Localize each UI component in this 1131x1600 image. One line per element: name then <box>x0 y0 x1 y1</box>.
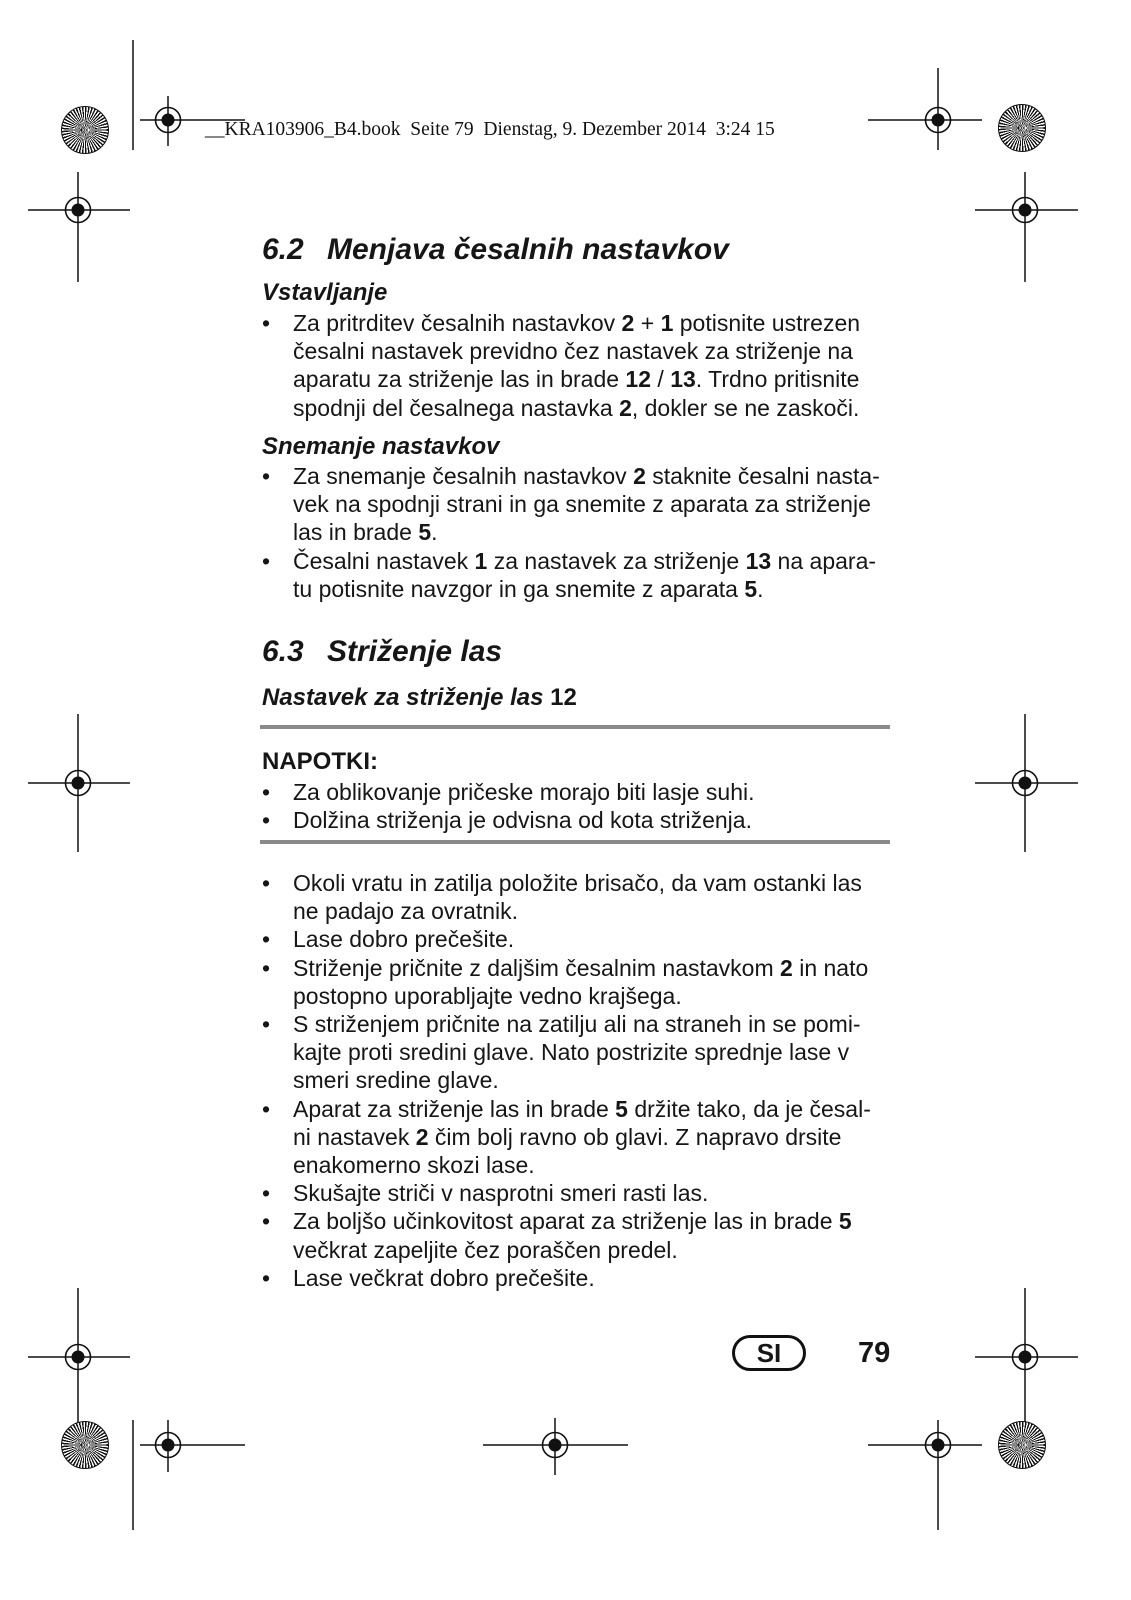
text-line <box>293 1123 902 1151</box>
text-run: S striženjem pričnite na zatilju ali na straneh in se pomi- <box>293 1011 861 1038</box>
bullet-item <box>262 1207 902 1263</box>
text-run: držite tako, da je česal- <box>627 1095 871 1122</box>
text-run: ni nastavek <box>293 1123 416 1150</box>
text-run: . Trdno pritisnite <box>695 366 860 393</box>
text-line <box>293 518 902 546</box>
bullet-item <box>262 1264 902 1292</box>
note-box-top-rule <box>260 725 890 729</box>
text-run: . <box>757 575 764 602</box>
registration-mark <box>66 198 91 223</box>
text-run: las in brade <box>293 519 419 546</box>
text-run: večkrat zapeljite čez poraščen predel. <box>293 1236 678 1263</box>
bold-reference-number: 1 <box>660 310 674 336</box>
notes-list <box>262 778 902 834</box>
text-run: česalni nastavek previdno čez nastavek za striženje na <box>293 338 853 365</box>
subheading-insert: Vstavljanje <box>262 279 388 306</box>
bold-reference-number: 2 <box>780 954 793 981</box>
registration-mark <box>66 1345 91 1370</box>
text-run: ne padajo za ovratnik. <box>293 898 519 925</box>
bold-reference-number: 5 <box>744 575 758 602</box>
text-run: . <box>431 519 438 546</box>
bullet-item <box>262 1095 902 1180</box>
text-line <box>293 547 902 575</box>
text-line <box>293 1010 902 1038</box>
text-run: Dolžina striženja je odvisna od kota striženja. <box>293 807 752 834</box>
bold-reference-number: 2 <box>621 310 635 336</box>
text-line <box>293 394 902 422</box>
bold-reference-number: 2 <box>415 1123 429 1150</box>
bold-reference-number: 5 <box>615 1095 628 1122</box>
text-line <box>293 1095 902 1123</box>
text-line <box>293 365 902 393</box>
bold-reference-number: 12 <box>550 684 577 711</box>
text-line <box>293 337 902 365</box>
text-run: , dokler se ne zaskoči. <box>631 394 860 421</box>
print-slug-line: __KRA103906_B4.book Seite 79 Dienstag, 9. Dezember 2014 3:24 15 <box>205 119 775 140</box>
text-line <box>293 1264 902 1292</box>
subheading-attachment <box>262 684 577 712</box>
text-run: / <box>651 366 671 393</box>
text-line <box>293 806 902 834</box>
text-run: + <box>634 310 661 336</box>
bullet-item <box>262 954 902 1010</box>
text-run: Lase dobro prečešite. <box>293 926 515 953</box>
text-run: Okoli vratu in zatilja položite brisačo, da vam ostanki las <box>293 870 862 896</box>
cutting-steps-list <box>262 869 902 1292</box>
bullet-item <box>262 547 902 603</box>
subheading-remove: Snemanje nastavkov <box>262 433 500 460</box>
insert-instructions-list <box>262 309 902 422</box>
text-run: Nastavek za striženje las <box>262 684 551 711</box>
text-run: vek na spodnji strani in ga snemite z aparata za striženje <box>293 491 871 518</box>
text-run: kajte proti sredini glave. Nato postrizite sprednje lase v <box>293 1039 850 1066</box>
text-run: Česalni nastavek <box>293 547 475 574</box>
text-run: na apara- <box>771 547 877 574</box>
text-run: tu potisnite navzgor in ga snemite z aparata <box>293 575 745 602</box>
color-bar-sunburst <box>998 104 1046 152</box>
section-number: 6.2 <box>262 233 304 266</box>
text-line <box>293 309 902 337</box>
section-number: 6.3 <box>262 635 304 668</box>
section-heading-6-3 <box>262 635 502 669</box>
text-line <box>293 1179 902 1207</box>
text-run: spodnji del česalnega nastavka <box>293 394 620 421</box>
text-run: potisnite ustrezen <box>673 310 861 336</box>
registration-mark <box>156 1433 181 1458</box>
bold-reference-number: 12 <box>625 366 652 393</box>
bullet-item <box>262 869 902 925</box>
bold-reference-number: 13 <box>745 547 772 574</box>
remove-instructions-list <box>262 462 902 603</box>
text-run: smeri sredine glave. <box>293 1067 499 1094</box>
registration-mark <box>543 1433 568 1458</box>
color-bar-sunburst <box>61 1421 109 1469</box>
registration-mark <box>1013 198 1038 223</box>
text-line <box>293 1151 902 1179</box>
registration-mark <box>926 1433 951 1458</box>
text-line <box>293 1207 902 1235</box>
section-heading-6-2 <box>262 233 729 267</box>
text-run: za nastavek za striženje <box>487 547 746 574</box>
text-run: enakomerno skozi lase. <box>293 1152 535 1179</box>
text-line <box>293 982 902 1010</box>
bullet-item <box>262 806 902 834</box>
bold-reference-number: 13 <box>670 366 696 393</box>
registration-mark <box>926 108 951 133</box>
text-run: Aparat za striženje las in brade <box>293 1095 616 1122</box>
text-run: Lase večkrat dobro prečešite. <box>293 1264 595 1291</box>
bullet-item <box>262 462 902 547</box>
text-line <box>293 954 902 982</box>
bold-reference-number: 5 <box>838 1208 852 1235</box>
bullet-item <box>262 1010 902 1095</box>
text-line <box>293 1038 902 1066</box>
registration-mark <box>156 108 181 133</box>
section-title: Menjava česalnih nastavkov <box>327 233 729 266</box>
text-run: staknite česalni nasta- <box>645 463 880 489</box>
bold-reference-number: 1 <box>474 547 488 574</box>
text-line <box>293 575 902 603</box>
text-run: postopno uporabljajte vedno krajšega. <box>293 982 682 1009</box>
text-line <box>293 490 902 518</box>
bold-reference-number: 5 <box>418 519 432 546</box>
text-run: Za pritrditev česalnih nastavkov <box>293 310 622 336</box>
language-badge: SI <box>732 1335 806 1371</box>
notes-title: NAPOTKI: <box>262 748 378 775</box>
note-box-bottom-rule <box>260 840 890 844</box>
color-bar-sunburst <box>61 106 109 154</box>
bold-reference-number: 2 <box>619 394 632 421</box>
bullet-item <box>262 778 902 806</box>
text-run: aparatu za striženje las in brade <box>293 366 626 393</box>
text-run: Striženje pričnite z daljšim česalnim nastavkom <box>293 954 781 981</box>
text-line <box>293 462 902 490</box>
text-line <box>293 925 902 953</box>
color-bar-sunburst <box>998 1421 1046 1469</box>
text-run: Za snemanje česalnih nastavkov <box>293 463 634 489</box>
bullet-item <box>262 1179 902 1207</box>
registration-mark <box>1013 1345 1038 1370</box>
text-run: čim bolj ravno ob glavi. Z napravo drsite <box>428 1123 842 1150</box>
registration-mark <box>66 771 91 796</box>
bold-reference-number: 2 <box>633 463 646 489</box>
bullet-item <box>262 925 902 953</box>
bullet-item <box>262 309 902 422</box>
text-run: Za boljšo učinkovitost aparat za striženje las in brade <box>293 1208 839 1235</box>
section-title: Striženje las <box>327 635 503 668</box>
text-run: in nato <box>792 954 869 981</box>
text-line <box>293 778 902 806</box>
text-run: Skušajte striči v nasprotni smeri rasti las. <box>293 1180 709 1207</box>
text-run: Za oblikovanje pričeske morajo biti lasje suhi. <box>293 779 755 805</box>
text-line <box>293 897 902 925</box>
registration-mark <box>1013 771 1038 796</box>
text-line <box>293 869 902 897</box>
text-line <box>293 1066 902 1094</box>
text-line <box>293 1236 902 1264</box>
page-number: 79 <box>858 1337 891 1369</box>
